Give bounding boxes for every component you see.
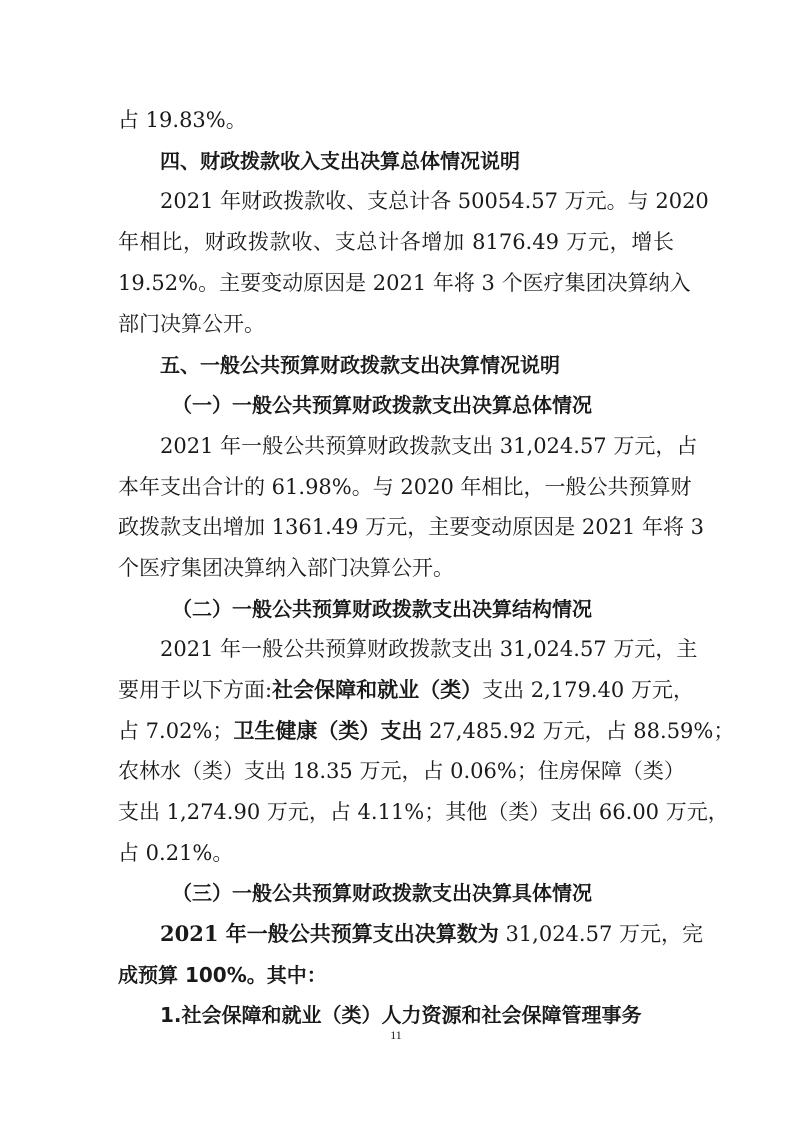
text-line	[118, 675, 694, 705]
text-line: 政拨款支出增加 1361.49 万元，主要变动原因是 2021 年将 3	[118, 515, 705, 539]
text-line	[160, 919, 703, 949]
text-line	[118, 716, 735, 746]
bold-text-segment: 2021 年一般公共预算支出决算数为	[160, 921, 499, 946]
page-number: 11	[390, 1028, 402, 1042]
text-line-bold: 成预算 100%。其中：	[118, 963, 327, 987]
text-line: 年相比，财政拨款收、支总计各增加 8176.49 万元，增长	[118, 230, 674, 254]
subsection-heading-3: （三）一般公共预算财政拨款支出决算具体情况	[172, 881, 592, 905]
bold-text-segment: 社会保障和就业（类）	[272, 677, 483, 702]
section-heading-4: 四、财政拨款收入支出决算总体情况说明	[160, 149, 520, 173]
text-line: 占 19.83%。	[118, 108, 247, 132]
text-line: 支出 1,274.90 万元，占 4.11%；其他（类）支出 66.00 万元，	[118, 800, 729, 824]
text-segment: 支出 2,179.40 万元，	[482, 678, 694, 702]
text-line: 2021 年财政拨款收、支总计各 50054.57 万元。与 2020	[160, 189, 709, 213]
subsection-heading-2: （二）一般公共预算财政拨款支出决算结构情况	[172, 597, 592, 621]
section-heading-5: 五、一般公共预算财政拨款支出决算情况说明	[160, 353, 560, 377]
text-line: 占 0.21%。	[118, 841, 234, 865]
text-line: 本年支出合计的 61.98%。与 2020 年相比，一般公共预算财	[118, 475, 692, 499]
bold-text-segment: 卫生健康（类）支出	[233, 718, 423, 743]
text-line: 农林水（类）支出 18.35 万元，占 0.06%；住房保障（类）	[118, 759, 685, 783]
text-segment: 27,485.92 万元，占 88.59%；	[422, 719, 735, 743]
text-line: 部门决算公开。	[118, 312, 265, 336]
subsection-heading-1: （一）一般公共预算财政拨款支出决算总体情况	[172, 393, 592, 417]
text-line: 2021 年一般公共预算财政拨款支出 31,024.57 万元，占	[160, 434, 698, 458]
text-segment: 31,024.57 万元，完	[498, 922, 703, 946]
text-segment: 要用于以下方面:	[118, 678, 273, 702]
text-line: 个医疗集团决算纳入部门决算公开。	[118, 556, 454, 580]
text-line: 19.52%。主要变动原因是 2021 年将 3 个医疗集团决算纳入	[118, 271, 691, 295]
text-line-bold: 1.社会保障和就业（类）人力资源和社会保障管理事务	[160, 1003, 642, 1027]
text-line: 2021 年一般公共预算财政拨款支出 31,024.57 万元，主	[160, 637, 698, 661]
text-segment: 占 7.02%；	[118, 719, 234, 743]
